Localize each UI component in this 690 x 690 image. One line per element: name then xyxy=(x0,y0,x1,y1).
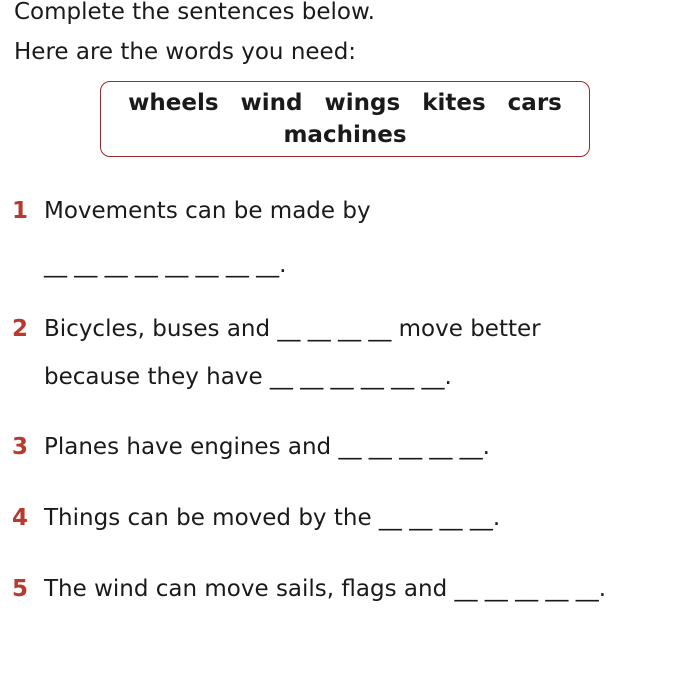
question-text: Movements can be made by xyxy=(44,198,371,224)
question-text-continued[interactable]: because they have __ __ __ __ __ __. xyxy=(44,364,452,390)
question-number: 1 xyxy=(12,198,29,224)
word-bank-item: wings xyxy=(324,90,401,116)
answer-blank[interactable]: __ __ __ __ __ __ __ __. xyxy=(44,252,287,278)
word-bank-item: cars xyxy=(507,90,562,116)
question-text[interactable]: The wind can move sails, flags and __ __ __ __ __. xyxy=(44,576,607,602)
question-text[interactable]: Planes have engines and __ __ __ __ __. xyxy=(44,434,490,460)
instruction-text: Complete the sentences below. xyxy=(14,0,375,25)
word-bank-intro: Here are the words you need: xyxy=(14,39,357,65)
word-bank-item: wind xyxy=(240,90,303,116)
question-number: 3 xyxy=(12,434,29,460)
question-text[interactable]: Things can be moved by the __ __ __ __. xyxy=(44,505,501,531)
word-bank-box xyxy=(100,81,590,157)
question-text[interactable]: Bicycles, buses and __ __ __ __ move better xyxy=(44,316,541,342)
word-bank-item: wheels xyxy=(128,90,219,116)
word-bank-item: machines xyxy=(283,122,407,148)
question-number: 2 xyxy=(12,316,29,342)
question-number: 5 xyxy=(12,576,29,602)
word-bank-row-1 xyxy=(101,87,589,119)
question-number: 4 xyxy=(12,505,29,531)
word-bank-row-2 xyxy=(101,119,589,151)
word-bank-item: kites xyxy=(422,90,486,116)
